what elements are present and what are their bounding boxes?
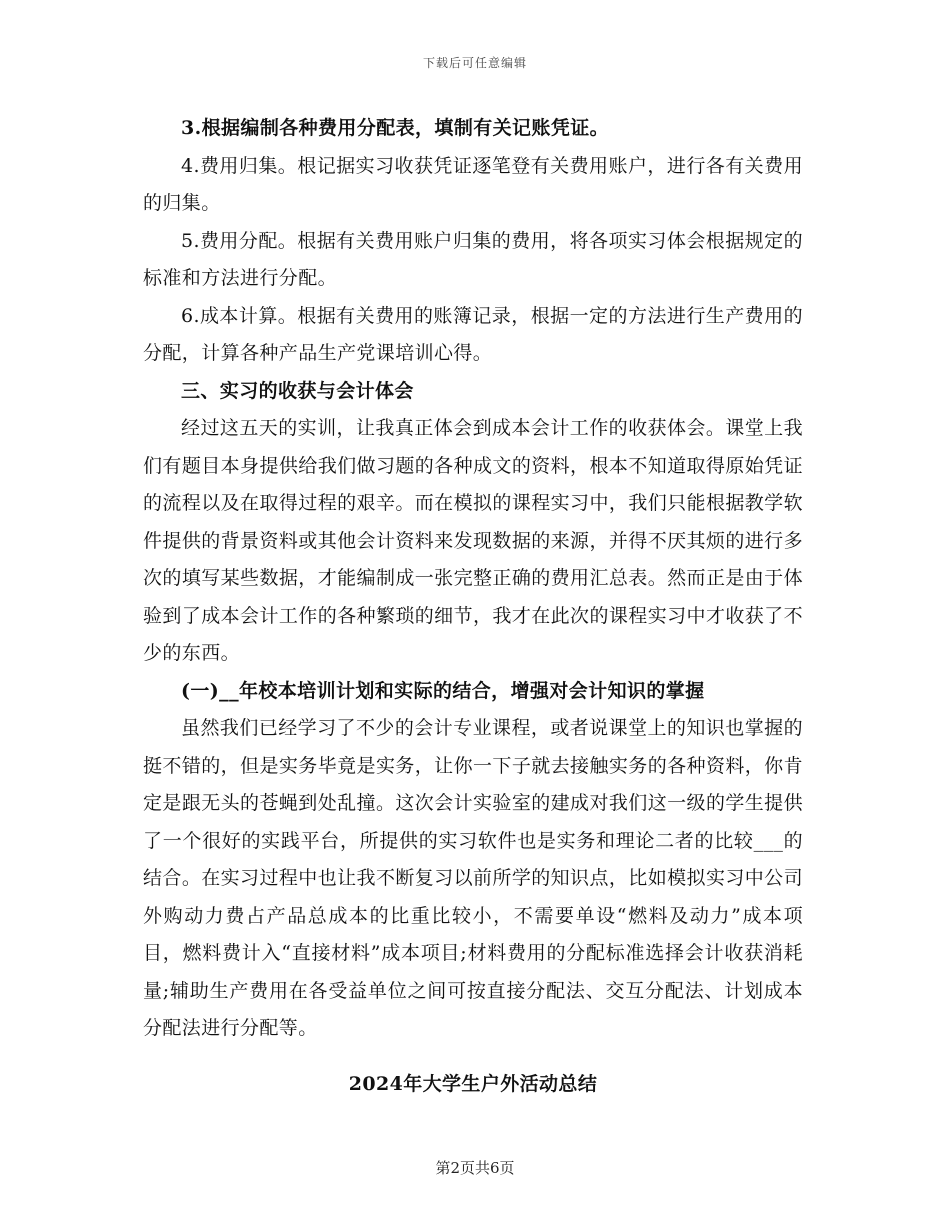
paragraph-knowledge: 虽然我们已经学习了不少的会计专业课程，或者说课堂上的知识也掌握的挺不错的，但是实务毕竟是实务，让你一下子就去接触实务的各种资料，你肯定是跟无头的苍蝇到处乱撞。这次会计实验室的建成对我们这一级的学生提供了一个很好的实践平台，所提供的实习软件也是实务和理论二者的比较___的结合。在实习过程中也让我不断复习以前所学的知识点，比如模拟实习中公司外购动力费占产品总成本的比重比较小，不需要单设“燃料及动力”成本项目，燃料费计入“直接材料”成本项目;材料费用的分配标准选择会计收获消耗量;辅助生产费用在各受益单位之间可按直接分配法、交互分配法、计划成本分配法进行分配等。 — [143, 717, 803, 1039]
paragraph-step-4: 4.费用归集。根记据实习收获凭证逐笔登有关费用账户，进行各有关费用的归集。 — [143, 154, 803, 214]
paragraph-step-5: 5.费用分配。根据有关费用账户归集的费用，将各项实习体会根据规定的标准和方法进行分配。 — [143, 229, 803, 289]
paragraph-experience: 经过这五天的实训，让我真正体会到成本会计工作的收获体会。课堂上我们有题目本身提供给我们做习题的各种成文的资料，根本不知道取得原始凭证的流程以及在取得过程的艰辛。而在模拟的课程实习中，我们只能根据教学软件提供的背景资料或其他会计资料来发现数据的来源，并得不厌其烦的进行多次的填写某些数据，才能编制成一张完整正确的费用汇总表。然而正是由于体验到了成本会计工作的各种繁琐的细节，我才在此次的课程实习中才收获了不少的东西。 — [143, 417, 803, 664]
subsection-heading-1: (一)__年校本培训计划和实际的结合，增强对会计知识的掌握 — [181, 679, 705, 702]
document-body — [143, 110, 803, 1103]
closing-title: 2024年大学生户外活动总结 — [348, 1072, 598, 1095]
paragraph-step-3: 3.根据编制各种费用分配表，填制有关记账凭证。 — [181, 117, 610, 139]
section-heading-3: 三、实习的收获与会计体会 — [181, 379, 414, 402]
page-header: 下载后可任意编辑 — [422, 56, 527, 70]
paragraph-step-6: 6.成本计算。根据有关费用的账簿记录，根据一定的方法进行生产费用的分配，计算各种产品生产党课培训心得。 — [143, 304, 803, 364]
page-footer: 第2页共6页 — [435, 1159, 515, 1177]
